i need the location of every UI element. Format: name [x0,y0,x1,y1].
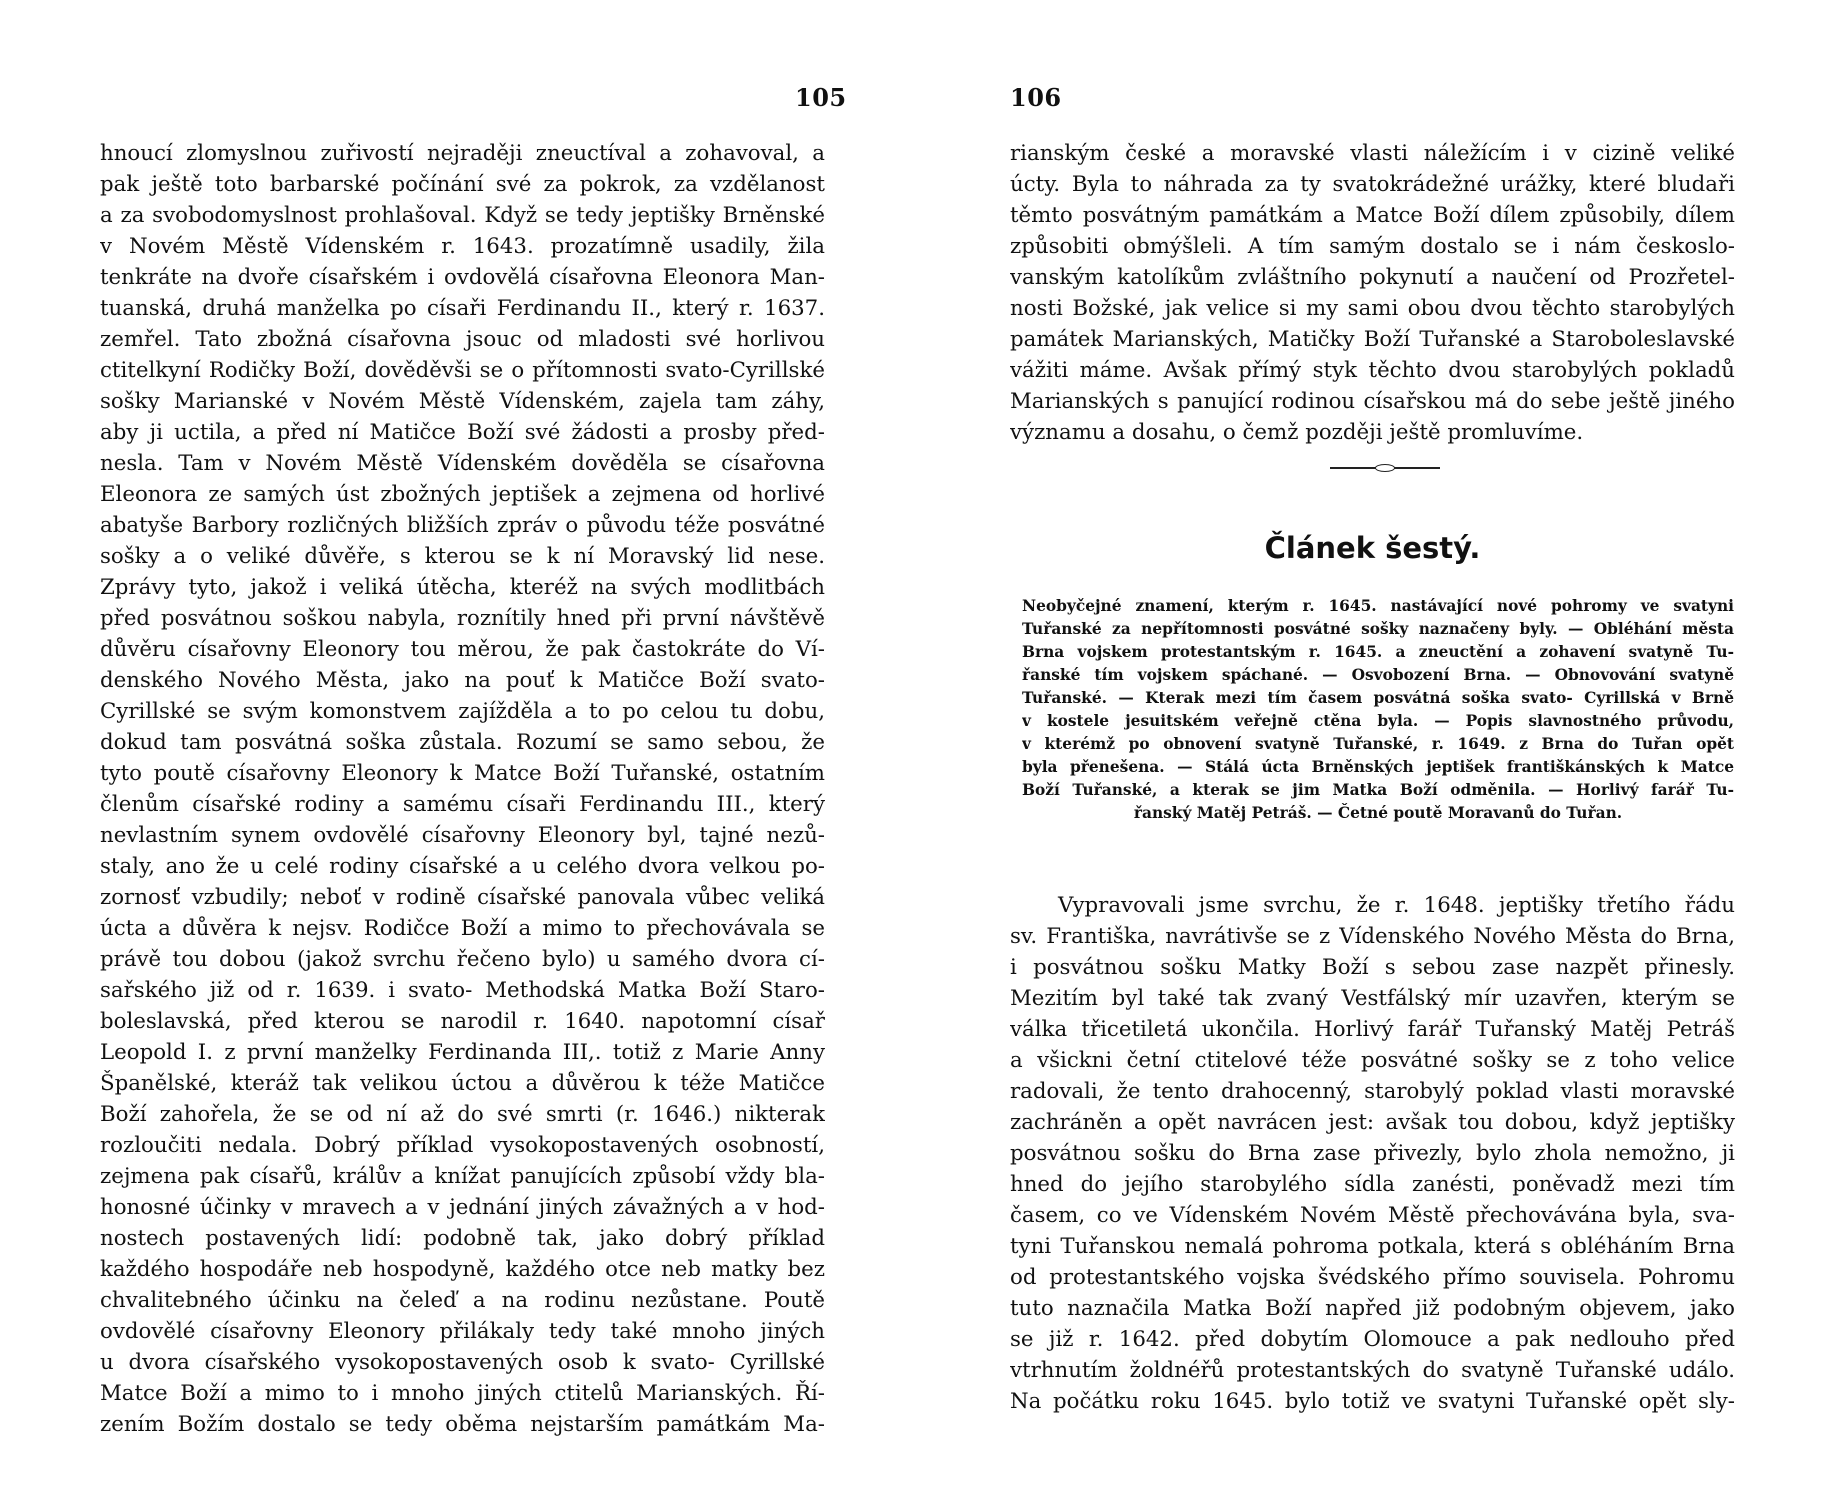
text-line: úcta a důvěra k nejsv. Rodičce Boží a mimo to přechovávala se [100,916,825,941]
text-line: tuanská, druhá manželka po císaři Ferdinandu II., který r. 1637. [100,296,825,321]
text-line: důvěru císařovny Eleonory tou měrou, že pak častokráte do Ví- [100,637,825,662]
text-line: každého hospodáře neb hospodyně, každého otce neb matky bez [100,1257,825,1282]
text-line: posvátnou sošku do Brna zase přivezly, bylo zhola nemožno, ji [1010,1141,1735,1166]
summary-line: Tuřanské za nepřítomnosti posvátné sošky naznačeny byly. — Obléhání města [1022,620,1734,638]
text-line: sošky a o veliké důvěře, s kterou se k ní Moravský lid nese. [100,544,825,569]
summary-line: Brna vojskem protestantským r. 1645. a zneuctění a zohavení svatyně Tu- [1022,643,1734,661]
text-line: se již r. 1642. před dobytím Olomouce a pak nedlouho před [1010,1327,1735,1352]
summary-line: Neobyčejné znamení, kterým r. 1645. nastávající nové pohromy ve svatyni [1022,597,1734,615]
text-line: a za svobodomyslnost prohlašoval. Když se tedy jeptišky Brněnské [100,203,825,228]
summary-line: Boží Tuřanské, a kterak se jim Matka Boží odměnila. — Horlivý farář Tu- [1022,781,1734,799]
text-line: zemřel. Tato zbožná císařovna jsouc od mladosti své horlivou [100,327,825,352]
text-line: hnoucí zlomyslnou zuřivostí nejraději zneuctíval a zohavoval, a [100,141,825,166]
text-line: i posvátnou sošku Matky Boží s sebou zase nazpět přinesly. [1010,955,1735,980]
text-line: sv. Františka, navrátivše se z Vídenského Nového Města do Brna, [1010,924,1735,949]
text-line: radovali, že tento drahocenný, starobylý poklad vlasti moravské [1010,1079,1735,1104]
left-page [100,0,847,1500]
text-line: Boží zahořela, že se od ní až do své smrti (r. 1646.) nikterak [100,1102,825,1127]
summary-line: Tuřanské. — Kterak mezi tím časem posvátná soška svato- Cyrillská v Brně [1022,689,1734,707]
left-page-body [100,138,825,1440]
text-line: tyto poutě císařovny Eleonory k Matce Boží Tuřanské, ostatním [100,761,825,786]
text-line: vážiti máme. Avšak přímý styk těchto dvou starobylých pokladů [1010,358,1735,383]
text-line: tyni Tuřanskou nemalá pohroma potkala, která s obléháním Brna [1010,1234,1735,1259]
text-line: staly, ano že u celé rodiny císařské a u celého dvora velkou po- [100,854,825,879]
section-divider-ornament [1330,463,1440,473]
text-line: ovdovělé císařovny Eleonory přilákaly tedy také mnoho jiných [100,1319,825,1344]
right-page [1010,0,1735,1500]
text-line: Matce Boží a mimo to i mnoho jiných ctitelů Marianských. Ří- [100,1381,825,1406]
page-number: 106 [1010,83,1062,112]
text-line: Vypravovali jsme svrchu, že r. 1648. jeptišky třetího řádu [1058,893,1735,918]
text-line: nostech postavených lidí: podobně tak, jako dobrý příklad [100,1226,825,1251]
text-line: před posvátnou soškou nabyla, roznítily hned při první návštěvě [100,606,825,631]
summary-line: byla přenešena. — Stálá úcta Brněnských jeptišek františkánských k Matce [1022,758,1734,776]
summary-line: řanský Matěj Petráš. — Četné poutě Moravanů do Tuřan. [1133,804,1623,822]
divider-knot-icon [1375,464,1395,472]
summary-line: řanské tím vojskem spáchané. — Osvobození Brna. — Obnovování svatyně [1022,666,1734,684]
text-line: nesla. Tam v Novém Městě Vídenském dověděla se císařovna [100,451,825,476]
text-line: zornosť vzbudily; neboť v rodině císařské panovala vůbec veliká [100,885,825,910]
text-line: členům císařské rodiny a samému císaři Ferdinandu III., který [100,792,825,817]
text-line: Zprávy tyto, jakož i veliká útěcha, kteréž na svých modlitbách [100,575,825,600]
text-line: těmto posvátným památkám a Matce Boží dílem způsobily, dílem [1010,203,1735,228]
text-line: tenkráte na dvoře císařském i ovdovělá císařovna Eleonora Man- [100,265,825,290]
text-line: Cyrillské se svým komonstvem zajížděla a to po celou tu dobu, [100,699,825,724]
text-line: zením Božím dostalo se tedy oběma nejstarším památkám Ma- [100,1412,825,1437]
text-line: v Novém Městě Vídenském r. 1643. prozatímně usadily, žila [100,234,825,259]
text-line: denského Nového Města, jako na pouť k Matičce Boží svato- [100,668,825,693]
text-line: hned do jejího starobylého sídla zanésti, poněvadž mezi tím [1010,1172,1735,1197]
text-line: Marianských s panující rodinou císařskou má do sebe ještě jiného [1010,389,1735,414]
text-line: Eleonora ze samých úst zbožných jeptišek a zejmena od horlivé [100,482,825,507]
text-line: Španělské, kteráž tak velikou úctou a důvěrou k téže Matičce [100,1071,825,1096]
text-line: sošky Marianské v Novém Městě Vídenském, zajela tam záhy, [100,389,825,414]
chapter-summary [1022,595,1734,825]
text-line: sařského již od r. 1639. i svato- Methodská Matka Boží Staro- [100,978,825,1003]
text-line: vtrhnutím žoldnéřů protestantských do svatyně Tuřanské událo. [1010,1358,1735,1383]
text-line: Leopold I. z první manželky Ferdinanda III,. totiž z Marie Anny [100,1040,825,1065]
text-line: chvalitebného účinku na čeleď a na rodinu nezůstane. Poutě [100,1288,825,1313]
text-line: zachráněn a opět navrácen jest: avšak tou dobou, když jeptišky [1010,1110,1735,1135]
right-page-body-top [1010,138,1735,448]
summary-line: v kostele jesuitském veřejně ctěna byla. — Popis slavnostného průvodu, [1022,712,1734,730]
chapter-title: Článek šestý. [1264,531,1481,565]
text-line: pak ještě toto barbarské počínání své za pokrok, za vzdělanost [100,172,825,197]
text-line: a všickni četní ctitelové téže posvátné sošky se z toho velice [1010,1048,1735,1073]
text-line: rozloučiti nedala. Dobrý příklad vysokopostavených osobností, [100,1133,825,1158]
text-line: právě tou dobou (jakož svrchu řečeno bylo) u samého dvora cí- [100,947,825,972]
summary-line: v kterémž po obnovení svatyně Tuřanské, r. 1649. z Brna do Tuřan opět [1022,735,1734,753]
text-line: úcty. Byla to náhrada za ty svatokrádežné urážky, které bludaři [1010,172,1735,197]
text-line: tuto naznačila Matka Boží napřed již podobným objevem, jako [1010,1296,1735,1321]
text-line: vanským katolíkům zvláštního pokynutí a naučení od Prozřetel- [1010,265,1735,290]
text-line: Na počátku roku 1645. bylo totiž ve svatyni Tuřanské opět sly- [1010,1389,1735,1414]
text-line: způsobiti obmýšleli. A tím samým dostalo se i nám českoslo- [1010,234,1735,259]
text-line: památek Marianských, Matičky Boží Tuřanské a Staroboleslavské [1010,327,1735,352]
text-line: časem, co ve Vídenském Novém Městě přechovávána byla, sva- [1010,1203,1735,1228]
text-line: u dvora císařského vysokopostavených osob k svato- Cyrillské [100,1350,825,1375]
text-line: zejmena pak císařů, králův a knížat panujících způsobí vždy bla- [100,1164,825,1189]
text-line: nosti Božské, jak velice si my sami obou dvou těchto starobylých [1010,296,1735,321]
text-line: aby ji uctila, a před ní Matičce Boží své žádosti a prosby před- [100,420,825,445]
text-line: od protestantského vojska švédského přímo souvisela. Pohromu [1010,1265,1735,1290]
text-line: rianským české a moravské vlasti náležícím i v cizině veliké [1010,141,1735,166]
right-page-body-bottom [1010,890,1735,1417]
page-number: 105 [795,83,847,112]
text-line: dokud tam posvátná soška zůstala. Rozumí se samo sebou, že [100,730,825,755]
text-line: Mezitím byl také tak zvaný Vestfálský mír uzavřen, kterým se [1010,986,1735,1011]
text-line: ctitelkyní Rodičky Boží, dověděvši se o přítomnosti svato-Cyrillské [100,358,825,383]
text-line: honosné účinky v mravech a v jednání jiných závažných a v hod- [100,1195,825,1220]
text-line: abatyše Barbory rozličných bližších zpráv o původu téže posvátné [100,513,825,538]
text-line: nevlastním synem ovdovělé císařovny Eleonory byl, tajné nezů- [100,823,825,848]
text-line: boleslavská, před kterou se narodil r. 1640. napotomní císař [100,1009,825,1034]
text-line: válka třicetiletá ukončila. Horlivý farář Tuřanský Matěj Petráš [1010,1017,1735,1042]
text-line: významu a dosahu, o čemž později ještě promluvíme. [1010,420,1584,445]
